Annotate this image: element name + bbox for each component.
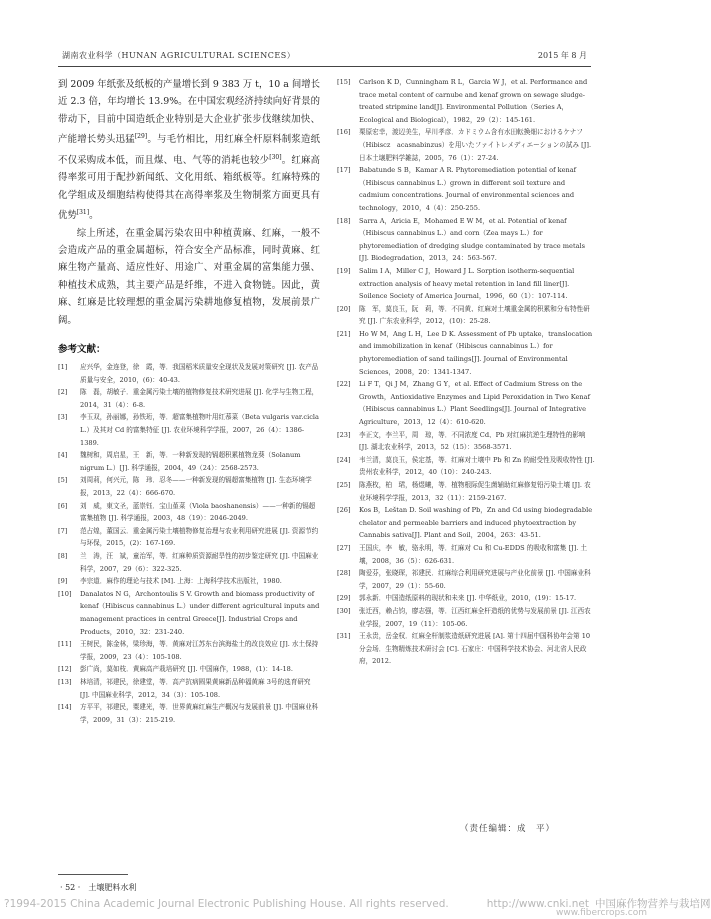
reference-text: 郭永新．中国造纸原料的现状和未来 [J]. 中华纸业，2010，(19)：15-17. (359, 594, 577, 603)
watermark-site-url: www.fibercrops.com (556, 908, 647, 918)
reference-text: Ho W M，Ang L H，Lee D K. Assessment of Pb uptake，translocation and immobilization in kenaf（Hibiscus cannabinus L.）for phytoremediation of sand tailings[J]. Journal of Environmental Sciences，2008，20：1341-1347. (359, 329, 593, 376)
reference-item (337, 605, 595, 630)
responsible-editor: （责任编辑：成 平） (460, 824, 556, 834)
reference-number: [5] (58, 476, 68, 485)
reference-text: 彭广尚，莫如枝．黄麻高产栽培研究 [J]. 中国麻作，1988，(1)：14-18. (80, 665, 293, 674)
reference-text: 陶爱芬，张晓琛，祁建民．红麻综合利用研究进展与产业化前景 [J]. 中国麻业科学，2007，29（1）：55-60. (359, 569, 591, 590)
reference-number: [29] (337, 594, 351, 603)
reference-number: [12] (58, 665, 72, 674)
reference-item (58, 676, 320, 701)
reference-text: 王树民，陈金林，梁珍海，等．黄麻对江苏东台滨海盐土的改良效应 [J]. 水土保持学报，2009，23（4）：105-108. (80, 640, 319, 661)
reference-item (58, 361, 320, 386)
reference-number: [21] (337, 329, 351, 338)
reference-item (337, 328, 595, 378)
reference-item (58, 550, 320, 575)
reference-item (337, 378, 595, 428)
reference-number: [1] (58, 363, 68, 372)
reference-number: [6] (58, 501, 68, 510)
reference-number: [28] (337, 569, 351, 578)
reference-number: [3] (58, 413, 68, 422)
reference-number: [9] (58, 577, 68, 586)
reference-item (337, 592, 595, 605)
reference-text: 兰 涛，汪 斌，童治军，等．红麻种质资源耐旱性的初步鉴定研究 [J]. 中国麻业科学，2007，29（6）：322-325. (80, 551, 319, 573)
copyright-notice: ?1994-2015 China Academic Journal Electronic Publishing House. All rights reserved. (4, 898, 449, 910)
reference-item (58, 638, 320, 663)
reference-text: 李正文，李兰平，周 琼，等．不同浓度 Cd、Pb 对红麻抗逆生理特性的影响 [J]. 湖北农业科学，2013，52（15）：3568-3571. (359, 430, 586, 452)
reference-text: 刘 威，東文圣，蓝崇钰．宝山堇菜（Viola baoshanensis）——一种新的镉超富集植物 [J]. 科学通报，2003，48（19）：2046-2049. (80, 501, 316, 523)
reference-item (58, 588, 320, 638)
reference-text: 方平平，祁建民，粟建光，等．世界黄麻红麻生产概况与发展前景 [J]. 中国麻业科学，2009，31（3）：215-219. (80, 703, 319, 724)
watermark-site-name: 中国麻作物营养与栽培网 (595, 898, 711, 910)
reference-item (337, 479, 595, 504)
reference-number: [27] (337, 543, 351, 552)
citation-31: [31] (76, 209, 90, 217)
reference-number: [10] (58, 589, 72, 598)
running-header (62, 50, 587, 64)
reference-item (58, 663, 320, 676)
page-number: · 52 · 土壤肥料水利 (60, 883, 137, 892)
reference-item (58, 500, 320, 525)
left-column (58, 76, 320, 726)
citation-30: [30] (269, 153, 282, 161)
reference-number: [18] (337, 216, 351, 225)
reference-number: [11] (58, 640, 72, 649)
reference-item (337, 567, 595, 592)
reference-item (58, 575, 320, 588)
reference-item (337, 630, 595, 668)
reference-item (337, 429, 595, 454)
reference-number: [19] (337, 266, 351, 275)
reference-item (337, 215, 595, 265)
reference-text: 范占煌，董国云．重金属污染土壤植物修复治理与农业利用研究进展 [J]. 资源节约与环保，2015，(2)：167-169. (80, 526, 319, 548)
reference-text: Carlson K D，Cunningham R L，Garcia W J，et al. Performance and trace metal content of carnube and kenaf grown on sewage sludge-treated stripmine land[J]. Environmental Pollution（Series A，Ecological and Biological），1982，29（2）：145-161. (359, 78, 588, 124)
reference-item (58, 525, 320, 550)
reference-item (58, 411, 320, 449)
reference-number: [30] (337, 606, 351, 615)
issue-date: 2015 年 8 月 (537, 51, 587, 60)
reference-text: Sarra A，Aricia E，Mohamed E W M，et al. Potential of kenaf（Hibiscus cannabinus L.）and corn（Zea mays L.）for phytoremediation of dredging sludge contaminated by trace metals [J]. Biodegradation，2013，24：563-567. (359, 216, 586, 263)
reference-text: Babatunde S B，Kamar A R. Phytoremediation potential of kenaf（Hibiscus cannabinus L.）grown in different soil texture and cadmium concentrations. Journal of environmental sciences and technology，2010，4（4）：250-255. (359, 166, 577, 212)
references-list-left (58, 361, 320, 726)
reference-number: [24] (337, 455, 351, 464)
right-column (337, 76, 595, 668)
references-heading: 参考文献： (58, 344, 106, 356)
reference-text: 陈 军，莫良玉，阮 莉，等．不同黄、红麻对土壤重金属的积累和分布特性研究 [J]. 广东农业科学，2012，(10)：25-28. (359, 304, 590, 326)
reference-number: [15] (337, 78, 351, 86)
reference-item (337, 303, 595, 328)
reference-number: [8] (58, 551, 68, 560)
watermark (4, 896, 711, 918)
reference-text: 林培清，祁建民，徐建堂，等．高产抗病圆果黄麻新品种福黄麻 3号的选育研究 [J]. 中国麻业科学，2012，34（3）：105-108. (80, 677, 311, 699)
reference-text: 陈燕枚，柏 珺，杨煜曦，等．植物根际促生菌辅助红麻修复铅污染土壤 [J]. 农业环境科学学报，2013，32（11）：2159-2167. (359, 481, 591, 502)
reference-item (58, 386, 320, 411)
reference-text: 张迁西，赖占钧，廖志强，等．江西红麻全杆造纸的优势与发展前景 [J]. 江西农业学报，2007，19（11）：105-06. (359, 606, 591, 628)
reference-text: 韦兰清，莫良玉，侯定基，等．红麻对土壤中 Pb 和 Zn 的耐受性及吸收特性 [J]. 贵州农业科学，2012，40（10）：240-243. (359, 455, 595, 477)
reference-text: 刘周莉，何兴元，陈 玮．忍冬——一种新发现的镉超富集植物 [J]. 生态环境学报，2013，22（4）：666-670. (80, 476, 312, 497)
reference-text: Li F T，Qi J M，Zhang G Y，et al. Effect of Cadmium Stress on the Growth，Antioxidative Enzymes and Lipid Peroxidation in Two Kenaf（Hibiscus cannabinus L.）Plant Seedlings[J]. Journal of Integrative Agriculture，2013，12（4）：610-620. (359, 380, 591, 427)
reference-number: [25] (337, 481, 351, 489)
reference-text: Salim I A，Miller C J，Howard J L. Sorption isotherm-sequential extraction analysis of heavy metal retention in land fill liner[J]. Soilence Society of America Journal，1996，60（1）：107-114. (359, 266, 575, 301)
reference-number: [7] (58, 526, 68, 535)
reference-item (337, 265, 595, 303)
reference-number: [13] (58, 677, 72, 686)
reference-text: Kos B，Leštan D. Soil washing of Pb，Zn and Cd using biodegradable chelator and permeable barriers and induced phytoextraction by Cannabis sativa[J]. Plant and Soil，2004，263：43-51. (359, 506, 593, 540)
reference-number: [2] (58, 388, 68, 397)
reference-text: 李玉双，孙丽娜，孙铁珩，等．超富集植物叶用红菾菜（Beta vulgaris var.cicla L.）及其对 Cd 的富集特征 [J]. 农业环境科学学报，2007，26（4）：1386-1389. (80, 413, 319, 447)
reference-item (337, 504, 595, 542)
reference-number: [31] (337, 632, 351, 641)
reference-text: 陈 磊，胡敏子．重金属污染土壤的植物修复技术研究进展 [J]. 化学与生物工程，2014，31（4）：6-8. (80, 388, 319, 409)
body-paragraph-1: 到 2009 年纸张及纸板的产量增长到 9 383 万 t，10 a 间增长近 2.3 倍，年均增长 13.9%。在中国宏观经济持续向好背景的带动下，目前中国造纸企业特别是大企业扩张步伐继续加快、产能增长势头迅猛[29]。与毛竹相比，用红麻全杆原料制浆造纸不仅采购成本低，而且煤、电、气等的消耗也较少[30]。红麻高得率浆可用于配抄新闻纸、文化用纸、箱纸板等。红麻特殊的化学组成及细胞结构使得其在高得率浆及生物制浆方面更具有优势[31]。 (58, 79, 320, 222)
reference-text: 应兴华，金连登，徐 霞，等．我国稻米质量安全现状及发展对策研究 [J]. 农产品质量与安全，2010，(6)：40-43. (80, 363, 319, 384)
reference-number: [23] (337, 430, 351, 439)
reference-item (337, 126, 595, 164)
reference-number: [26] (337, 506, 351, 515)
reference-text: 栗原宏幸，渡辺美生，早川孝彦．カドミウム含有水田転換畑におけるケナフ（Hibiscz acasnabinzus）を用いたファイトレメディエーションの試み [J]. 日本土壌肥料学雑誌，2005，76（1）：27-24. (359, 128, 592, 162)
reference-number: [14] (58, 703, 72, 712)
reference-number: [22] (337, 380, 351, 389)
reference-text: 王永贵，岳金权．红麻全杆制浆造纸研究进展 [A]. 第十四届中国科协年会第 10 分会场．生物精炼技术研讨会 [C]. 石家庄：中国科学技术协会、河北省人民政府，2012. (359, 632, 591, 666)
reference-item (337, 164, 595, 214)
reference-number: [4] (58, 451, 68, 460)
reference-item (58, 474, 320, 499)
reference-item (58, 449, 320, 474)
body-paragraph-2: 综上所述，在重金属污染农田中种植黄麻、红麻，一般不会造成产品的重金属超标，符合安全产品标准，同时黄麻、红麻生物产量高、适应性好、用途广、对重金属的富集能力强、种植技术成熟，其主要产品是纤维，不进入食物链。因此，黄麻、红麻是比较理想的重金属污染耕地修复植物，发展前景广阔。 (58, 227, 320, 326)
reference-item (337, 454, 595, 479)
reference-text: 王国庆，李 敏，骆永明，等．红麻对 Cu 和 Cu-EDDS 的吸收和富集 [J]. 土壤，2008，36（5）：626-631. (359, 543, 588, 565)
reference-number: [20] (337, 304, 351, 313)
reference-item (337, 542, 595, 567)
citation-29: [29] (134, 133, 148, 141)
header-rule (58, 66, 591, 67)
journal-title: 湖南农业科学（HUNAN AGRICULTURAL SCIENCES） (62, 51, 296, 60)
reference-item (337, 76, 595, 126)
reference-text: 李宗道．麻作的理论与技术 [M]. 上海：上海科学技术出版社，1980. (80, 577, 282, 586)
footer-rule (58, 874, 128, 875)
watermark-url: http://www.cnki.net (486, 898, 590, 910)
references-list-right (337, 76, 595, 668)
reference-text: 魏树和，周启星，王 新，等．一种新发现的镉超积累植物龙葵（Solanum nigrum L.）[J]. 科学通报，2004，49（24）：2568-2573. (80, 451, 301, 472)
reference-number: [17] (337, 166, 351, 175)
reference-number: [16] (337, 128, 351, 137)
reference-text: Danalatos N G，Archontoulis S V. Growth and biomass productivity of kenaf（Hibiscus cannabinus L.）under different agricultural inputs and management practices in central Greece[J]. Industrial Crops and Products，2010，32：231-240. (80, 589, 320, 636)
reference-item (58, 701, 320, 726)
